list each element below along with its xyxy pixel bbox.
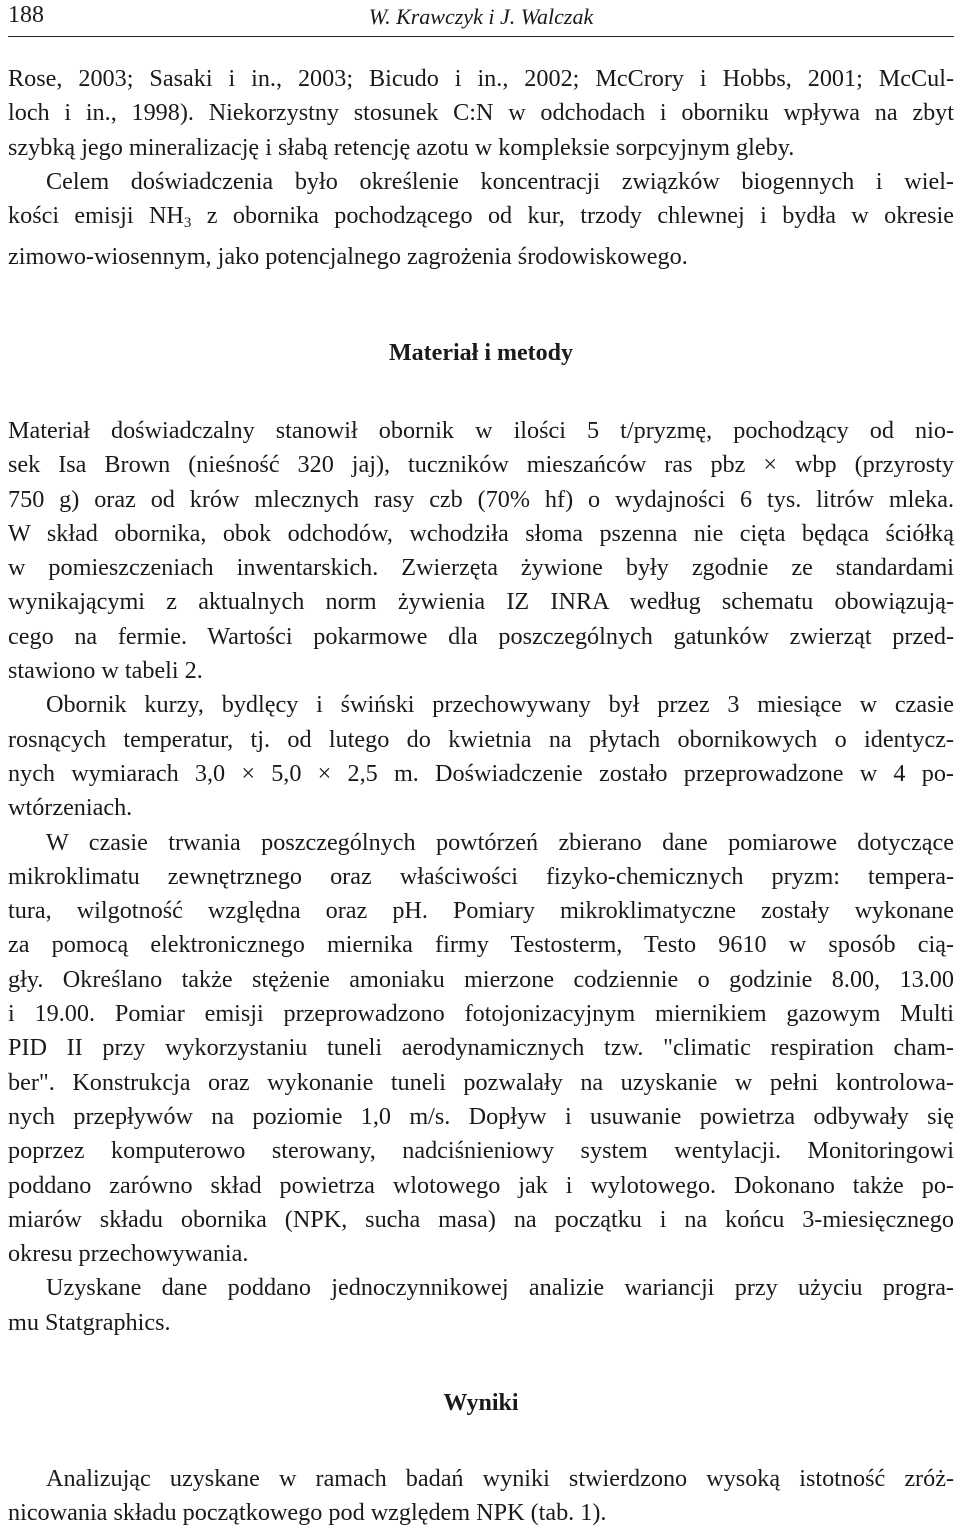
text-line: ber". Konstrukcja oraz wykonanie tuneli pozwalały na uzyskanie w pełni kontrolowa- [8,1068,954,1096]
text-line: poddano zarówno skład powietrza wlotowego jak i wylotowego. Dokonano także po- [8,1171,954,1199]
page-header [8,0,954,36]
text-line: nych przepływów na poziomie 1,0 m/s. Dopływ i usuwanie powietrza odbywały się [8,1102,954,1130]
subscript: 3 [183,215,192,232]
text-line: Materiał doświadczalny stanowił obornik w ilości 5 t/pryzmę, pochodzący od nio- [8,417,954,444]
methods-section [8,414,954,1340]
aim-paragraph [8,165,954,275]
section-heading-methods: Materiał i metody [389,340,573,366]
text-line: wynikającymi z aktualnych norm żywienia IZ INRA według schematu obowiązują- [8,588,954,616]
text-line: cego na fermie. Wartości pokarmowe dla poszczególnych gatunków zwierząt przed- [8,622,954,650]
running-head: W. Krawczyk i J. Walczak [368,4,594,29]
text-line: W czasie trwania poszczególnych powtórzeń zbierano dane pomiarowe dotyczące [46,828,954,856]
text-line: 750 g) oraz od krów mlecznych rasy czb (70% hf) o wydajności 6 tys. litrów mleka. [8,485,954,513]
text-line: nych wymiarach 3,0 × 5,0 × 2,5 m. Doświadczenie zostało przeprowadzone w 4 po- [8,759,954,787]
methods-paragraph-4 [8,1271,954,1340]
text-line: W skład obornika, obok odchodów, wchodziła słoma pszenna nie cięta będąca ściółką [8,519,954,547]
text-line: mikroklimatu zewnętrznego oraz właściwości fizyko-chemicznych pryzm: tempera- [8,862,954,890]
text-line-nh3 [8,199,954,240]
document-page [8,0,955,1527]
text-fragment: z obornika pochodzącego od kur, trzody chlewnej i bydła w okresie [191,202,955,230]
text-line: szybką jego mineralizację i słabą retencję azotu w kompleksie sorpcyjnym gleby. [8,133,795,161]
text-line: Analizując uzyskane w ramach badań wyniki stwierdzono wysoką istotność zróż- [46,1465,954,1492]
methods-paragraph-3 [8,826,954,1272]
section-heading-results: Wyniki [443,1390,519,1416]
text-line: Obornik kurzy, bydlęcy i świński przechowywany był przez 3 miesiące w czasie [46,691,954,719]
page-number: 188 [8,2,44,28]
text-line: Rose, 2003; Sasaki i in., 2003; Bicudo i in., 2002; McCrory i Hobbs, 2001; McCul- [8,65,954,92]
text-line: zimowo-wiosennym, jako potencjalnego zagrożenia środowiskowego. [8,243,688,271]
text-line: sek Isa Brown (nieśność 320 jaj), tuczników mieszańców ras pbz × wbp (przyrosty [8,451,954,479]
text-line: wtórzeniach. [8,794,133,822]
text-line: stawiono w tabeli 2. [8,657,203,685]
text-line: Uzyskane dane poddano jednoczynnikowej analizie wariancji przy użyciu progra- [46,1274,954,1302]
text-line: PID II przy wykorzystaniu tuneli aerodynamicznych tzw. "climatic respiration cham- [8,1034,954,1062]
text-line: nicowania składu początkowego pod względem NPK (tab. 1). [8,1499,607,1527]
text-line: w pomieszczeniach inwentarskich. Zwierzęta żywione były zgodnie ze standardami [8,554,954,582]
text-line: za pomocą elektronicznego miernika firmy Testosterm, Testo 9610 w sposób cią- [8,931,954,959]
text-line: i 19.00. Pomiar emisji przeprowadzono fotojonizacyjnym miernikiem gazowym Multi [8,1000,954,1028]
intro-paragraph [8,62,954,165]
methods-paragraph-2 [8,688,954,825]
text-line: okresu przechowywania. [8,1240,249,1268]
text-line: tura, wilgotność względna oraz pH. Pomiary mikroklimatyczne zostały wykonane [8,897,954,925]
text-line: rosnących temperatur, tj. od lutego do kwietnia na płytach obornikowych o identycz- [8,725,954,753]
text-fragment: kości emisji NH [8,202,184,230]
text-line: Celem doświadczenia było określenie koncentracji związków biogennych i wiel- [46,167,954,195]
results-paragraph-1 [8,1462,954,1531]
text-line: gły. Określano także stężenie amoniaku mierzone codziennie o godzinie 8.00, 13.00 [8,965,954,993]
text-line: loch i in., 1998). Niekorzystny stosunek C:N w odchodach i oborniku wpływa na zbyt [8,99,954,127]
text-line: miarów składu obornika (NPK, sucha masa) na początku i na końcu 3-miesięcznego [8,1205,954,1233]
text-line: poprzez komputerowo sterowany, nadciśnieniowy system wentylacji. Monitoringowi [8,1137,954,1165]
methods-paragraph-1 [8,414,954,688]
intro-section [8,62,954,275]
header-rule [8,36,954,37]
results-section [8,1462,954,1531]
text-line: mu Statgraphics. [8,1308,171,1336]
